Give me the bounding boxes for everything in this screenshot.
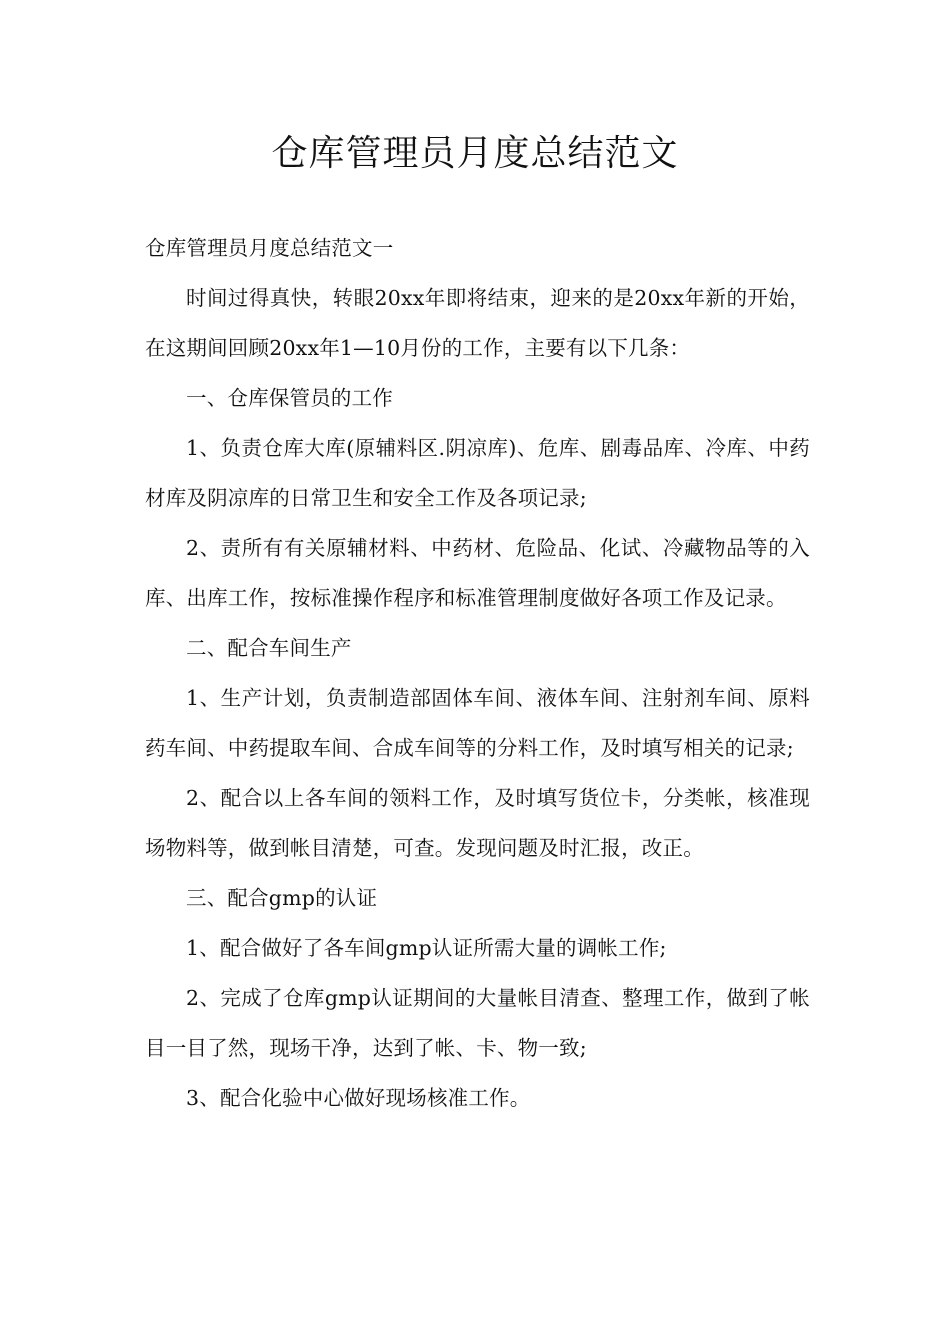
paragraph-item: 2、完成了仓库gmp认证期间的大量帐目清查、整理工作，做到了帐目一目了然，现场干净，达到了帐、卡、物一致; [145,986,810,1060]
paragraph-heading-1: 一、仓库保管员的工作 [186,386,393,410]
paragraph-item: 1、负责仓库大库(原辅料区.阴凉库)、危库、剧毒品库、冷库、中药材库及阴凉库的日常卫生和安全工作及各项记录; [145,436,810,510]
paragraph-item: 2、配合以上各车间的领料工作，及时填写货位卡，分类帐，核准现场物料等，做到帐目清楚，可查。发现问题及时汇报，改正。 [145,786,810,860]
paragraph-item: 1、生产计划，负责制造部固体车间、液体车间、注射剂车间、原料药车间、中药提取车间、合成车间等的分料工作，及时填写相关的记录; [145,686,810,760]
paragraph-heading-3: 三、配合gmp的认证 [186,886,378,910]
paragraph-item: 3、配合化验中心做好现场核准工作。 [186,1086,531,1110]
paragraph-item: 2、责所有有关原辅材料、中药材、危险品、化试、冷藏物品等的入库、出库工作，按标准操作程序和标准管理制度做好各项工作及记录。 [145,536,810,610]
paragraph-intro: 时间过得真快，转眼20xx年即将结束，迎来的是20xx年新的开始，在这期间回顾20xx年1—10月份的工作，主要有以下几条： [145,286,810,360]
document-title: 仓库管理员月度总结范文 [271,133,679,174]
document-body [145,223,810,1123]
paragraph-section-heading: 仓库管理员月度总结范文一 [145,236,394,260]
paragraph-heading-2: 二、配合车间生产 [186,636,352,660]
paragraph-item: 1、配合做好了各车间gmp认证所需大量的调帐工作; [186,936,667,960]
